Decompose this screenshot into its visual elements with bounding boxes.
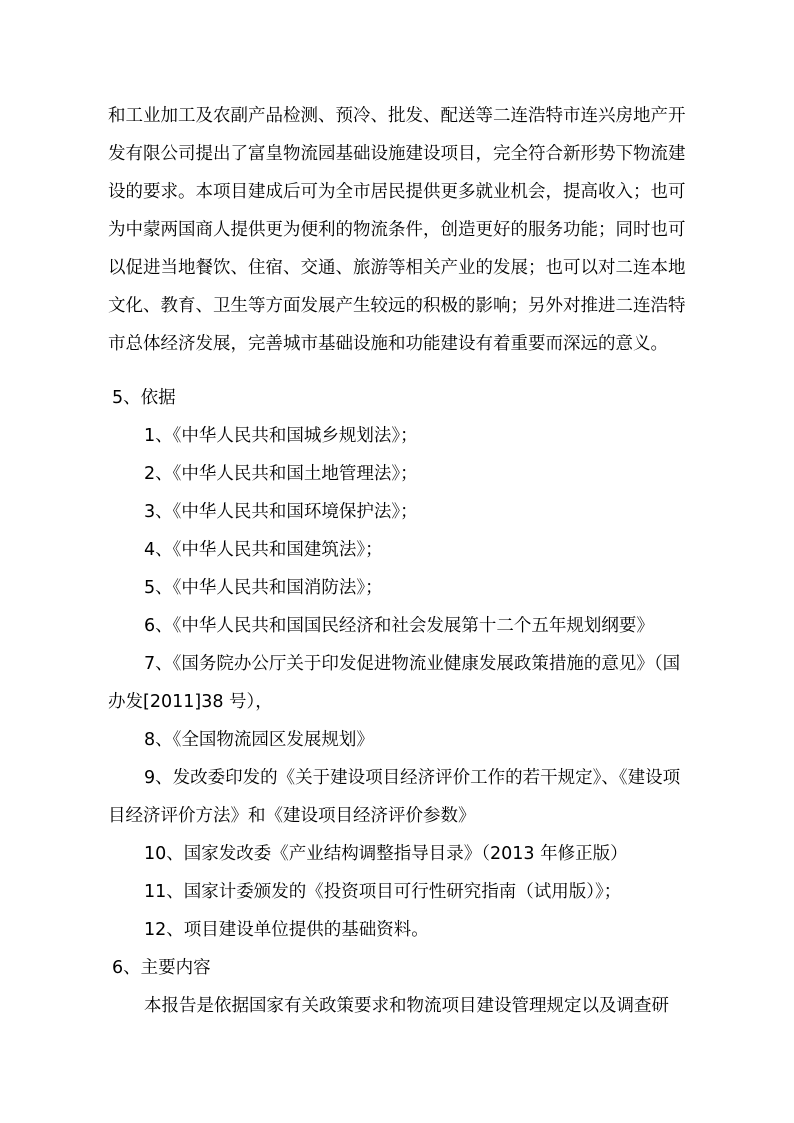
paragraph-line: 以促进当地餐饮、住宿、交通、旅游等相关产业的发展；也可以对二连本地 — [108, 258, 686, 278]
paragraph-line: 市总体经济发展，完善城市基础设施和功能建设有着重要而深远的意义。 — [108, 334, 668, 354]
paragraph-line: 为中蒙两国商人提供更为便利的物流条件，创造更好的服务功能；同时也可 — [108, 220, 686, 240]
list-item: 12、项目建设单位提供的基础资料。 — [144, 920, 429, 940]
paragraph-line: 发有限公司提出了富皇物流园基础设施建设项目，完全符合新形势下物流建 — [108, 144, 686, 164]
list-item: 8、《全国物流园区发展规划》 — [144, 730, 374, 750]
list-item: 5、《中华人民共和国消防法》； — [144, 578, 383, 598]
list-item: 9、发改委印发的《关于建设项目经济评价工作的若干规定》、《建设项 — [144, 768, 681, 788]
list-item: 3、《中华人民共和国环境保护法》； — [144, 502, 418, 522]
list-item: 7、《国务院办公厅关于印发促进物流业健康发展政策措施的意见》（国 — [144, 654, 681, 674]
list-item: 4、《中华人民共和国建筑法》； — [144, 540, 383, 560]
list-item: 10、国家发改委《产业结构调整指导目录》（2013 年修正版） — [144, 844, 628, 864]
list-item: 11、国家计委颁发的《投资项目可行性研究指南（试用版）》； — [144, 882, 622, 902]
paragraph-line: 本报告是依据国家有关政策要求和物流项目建设管理规定以及调查研 — [144, 996, 669, 1016]
list-item-continuation: 目经济评价方法》和《建设项目经济评价参数》 — [108, 806, 476, 826]
paragraph-line: 设的要求。本项目建成后可为全市居民提供更多就业机会，提高收入；也可 — [108, 182, 686, 202]
paragraph-line: 和工业加工及农副产品检测、预冷、批发、配送等二连浩特市连兴房地产开 — [108, 106, 686, 126]
paragraph-line: 文化、教育、卫生等方面发展产生较远的积极的影响；另外对推进二连浩特 — [108, 296, 686, 316]
list-item-continuation: 办发[2011]38 号）， — [108, 692, 273, 712]
section-heading-basis: 5、依据 — [112, 388, 176, 408]
section-heading-main-content: 6、主要内容 — [112, 958, 211, 978]
list-item: 1、《中华人民共和国城乡规划法》； — [144, 426, 418, 446]
list-item: 6、《中华人民共和国国民经济和社会发展第十二个五年规划纲要》 — [144, 616, 654, 636]
list-item: 2、《中华人民共和国土地管理法》； — [144, 464, 418, 484]
